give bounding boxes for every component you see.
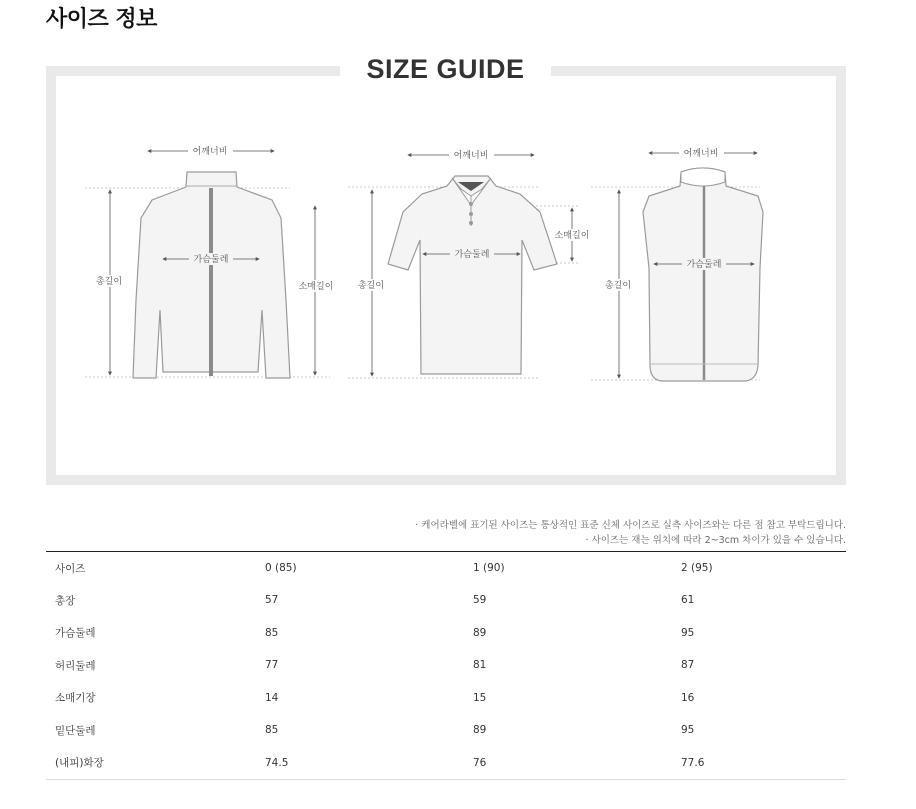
jacket-sleeve-label: 소매길이 (298, 282, 334, 292)
table-row (46, 649, 846, 682)
table-cell: 57 (265, 594, 279, 607)
polo-body (388, 176, 557, 374)
header-cell: 사이즈 (55, 562, 86, 575)
table-cell: 77 (265, 659, 279, 672)
table-cell: 14 (265, 691, 279, 704)
table-cell: 74.5 (265, 756, 289, 769)
row-label: 총장 (55, 594, 76, 607)
table-cell: 89 (473, 724, 487, 737)
row-label: 소매기장 (55, 692, 96, 705)
page-title: 사이즈 정보 (46, 7, 157, 32)
polo-illustration (348, 149, 592, 378)
vest-length-label: 총길이 (604, 281, 632, 291)
table-cell: 15 (473, 691, 487, 704)
table-row (46, 747, 846, 780)
vest-shoulder-label: 어깨너비 (683, 149, 719, 159)
vest-illustration (591, 147, 763, 381)
table-row (46, 584, 846, 617)
table-cell: 77.6 (681, 756, 705, 769)
row-label: 허리둘레 (55, 659, 96, 672)
polo-chest-label: 가슴둘레 (454, 250, 490, 260)
header-cell: 0 (85) (265, 562, 297, 574)
table-cell: 76 (473, 756, 487, 769)
row-label: 밑단둘레 (55, 724, 96, 737)
table-cell: 85 (265, 626, 279, 639)
table-cell: 87 (681, 659, 695, 672)
table-cell: 85 (265, 724, 279, 737)
jacket-chest-label: 가슴둘레 (193, 255, 229, 265)
jacket-illustration (85, 145, 336, 378)
polo-shoulder-label: 어깨너비 (453, 151, 489, 161)
polo-length-label: 총길이 (357, 281, 385, 291)
size-note: · 사이즈는 재는 위치에 따라 2~3cm 차이가 있을 수 있습니다. (415, 533, 846, 548)
table-cell: 89 (473, 626, 487, 639)
size-notes (415, 518, 846, 548)
table-cell: 16 (681, 691, 695, 704)
table-row (46, 617, 846, 650)
table-row (46, 714, 846, 747)
header-cell: 2 (95) (681, 562, 713, 574)
table-cell: 95 (681, 724, 695, 737)
table-cell: 81 (473, 659, 487, 672)
row-label: (내피)화장 (55, 757, 104, 769)
size-table (46, 551, 846, 780)
table-row (46, 682, 846, 715)
table-cell: 95 (681, 626, 695, 639)
size-note: · 케어라벨에 표기된 사이즈는 통상적인 표준 신체 사이즈로 실측 사이즈와는 다른 점 참고 부탁드립니다. (415, 518, 846, 533)
table-cell: 61 (681, 594, 695, 607)
polo-sleeve-label: 소매길이 (554, 231, 590, 241)
jacket-shoulder-label: 어깨너비 (192, 147, 228, 157)
header-cell: 1 (90) (473, 562, 505, 574)
jacket-length-label: 총길이 (95, 277, 123, 287)
size-guide-title: SIZE GUIDE (366, 54, 525, 84)
table-cell: 59 (473, 594, 487, 607)
vest-chest-label: 가슴둘레 (686, 260, 722, 270)
size-table-header-row (46, 552, 846, 585)
row-label: 가슴둘레 (55, 627, 96, 640)
